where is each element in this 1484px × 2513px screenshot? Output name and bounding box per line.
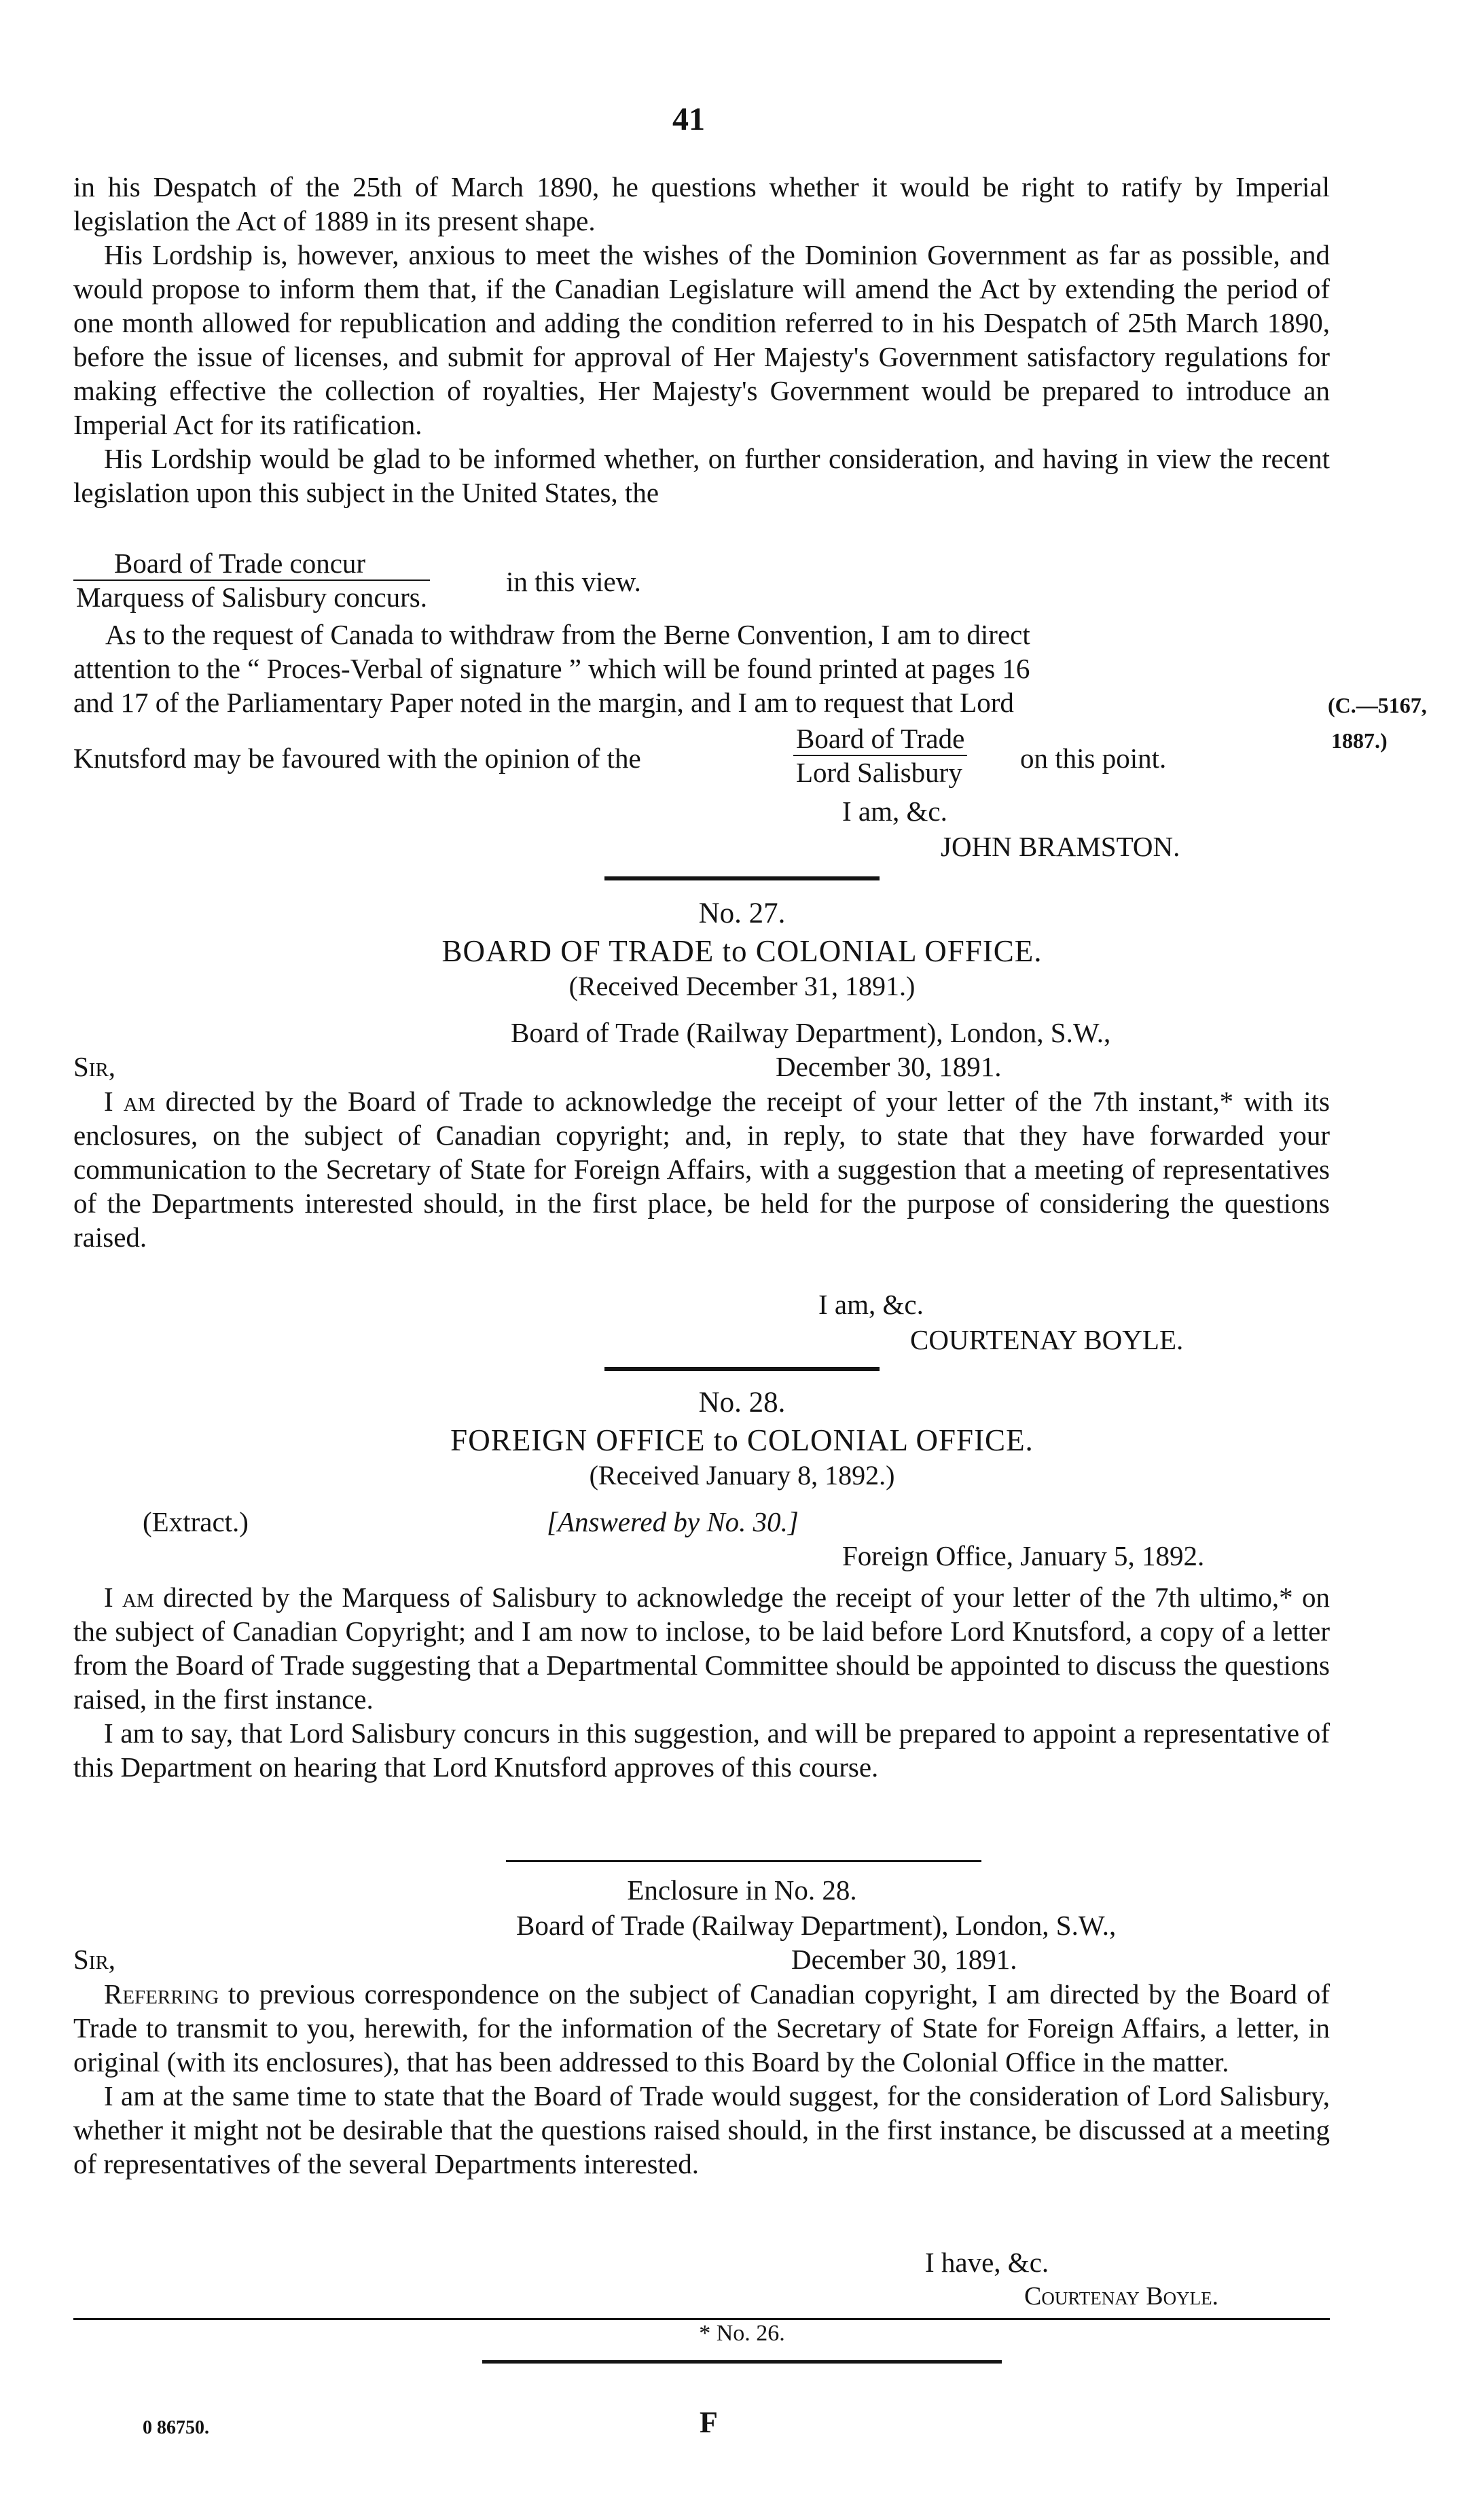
fraction-denominator: Lord Salisbury bbox=[796, 757, 962, 788]
signature: JOHN BRAMSTON. bbox=[941, 831, 1180, 862]
page-number: 41 bbox=[672, 101, 705, 137]
received-date: (Received December 31, 1891.) bbox=[568, 971, 916, 1001]
lead-words: Referring bbox=[104, 1978, 219, 2010]
footnote: * No. 26. bbox=[699, 2321, 785, 2346]
fraction-concur bbox=[73, 547, 430, 613]
paragraph: directed by the Marquess of Salisbury to acknowledge the receipt of your letter of the 7th ultimo,* on the subject of Canadian Copyright; and I am now to inclose, to be laid before Lord Knutsford, a copy of a letter from the Board of Trade suggesting that a Departmental Committee should be appointed to discuss the questions raised, in the first instance. bbox=[73, 1582, 1330, 1715]
paragraph-line: As to the request of Canada to withdraw from the Berne Convention, I am to direct bbox=[105, 619, 1030, 650]
section-divider bbox=[506, 1860, 981, 1862]
paragraph-line: and 17 of the Parliamentary Paper noted in the margin, and I am to request that Lord bbox=[73, 687, 1014, 718]
document-title: BOARD OF TRADE to COLONIAL OFFICE. bbox=[441, 934, 1043, 968]
sender-address: Board of Trade (Railway Department), London, S.W., bbox=[511, 1017, 1111, 1048]
lead-words: I am bbox=[104, 1582, 154, 1613]
paragraph: in his Despatch of the 25th of March 1890, he questions whether it would be right to ratify by Imperial legislation the Act of 1889 in its present shape. bbox=[73, 171, 1330, 236]
signature-mark: F bbox=[700, 2406, 718, 2439]
answered-reference: [Answered by No. 30.] bbox=[547, 1506, 799, 1537]
signature: Courtenay Boyle. bbox=[1024, 2282, 1219, 2311]
signature: COURTENAY BOYLE. bbox=[910, 1324, 1184, 1355]
salutation: Sir, bbox=[73, 1944, 116, 1975]
sender-address: Board of Trade (Railway Department), London, S.W., bbox=[516, 1910, 1117, 1941]
fraction-opinion bbox=[793, 722, 967, 789]
paragraph: I am to say, that Lord Salisbury concurs in this suggestion, and will be prepared to appoint a representative of this Department on hearing that Lord Knutsford approves of this course. bbox=[73, 1717, 1330, 1783]
letter-date: December 30, 1891. bbox=[791, 1944, 1017, 1975]
footnote-rule bbox=[73, 2318, 1330, 2320]
document-title: FOREIGN OFFICE to COLONIAL OFFICE. bbox=[450, 1423, 1034, 1457]
fraction-denominator: Marquess of Salisbury concurs. bbox=[76, 582, 427, 613]
closing: I am, &c. bbox=[818, 1289, 924, 1320]
fraction-trailing-text: in this view. bbox=[506, 566, 641, 597]
document-number: No. 28. bbox=[698, 1387, 786, 1419]
fraction-numerator: Board of Trade concur bbox=[73, 547, 430, 581]
paragraph: to previous correspondence on the subject of Canadian copyright, I am directed by the Board of Trade to transmit to you, herewith, for the information of the Secretary of State for Foreign Affairs, a letter, in original (with its enclosures), that has been addressed to this Board by the Colonial Office in the matter. bbox=[73, 1978, 1331, 2078]
letter-continuation bbox=[73, 170, 1330, 510]
section-divider bbox=[604, 1367, 880, 1371]
salutation: Sir, bbox=[73, 1051, 116, 1082]
received-date: (Received January 8, 1892.) bbox=[589, 1460, 895, 1491]
margin-note: 1887.) bbox=[1331, 728, 1388, 753]
lead-words: I am bbox=[104, 1086, 156, 1117]
paragraph: I am at the same time to state that the Board of Trade would suggest, for the consideration of Lord Salisbury, whether it might not be desirable that the questions raised should, in the first instance, be discussed at a meeting of representatives of the several Departments interested. bbox=[73, 2080, 1330, 2179]
extract-label: (Extract.) bbox=[143, 1506, 249, 1537]
letter-body bbox=[73, 1977, 1330, 2181]
letter-body bbox=[73, 1580, 1330, 1784]
letter-date: December 30, 1891. bbox=[776, 1051, 1002, 1082]
letter-body bbox=[73, 1084, 1330, 1254]
print-code: 0 86750. bbox=[143, 2417, 209, 2438]
enclosure-heading: Enclosure in No. 28. bbox=[627, 1874, 857, 1906]
paragraph-line: attention to the “ Proces-Verbal of signature ” which will be found printed at pages 16 bbox=[73, 653, 1030, 684]
margin-note: (C.—5167, bbox=[1328, 693, 1427, 717]
fraction-trailing-text: on this point. bbox=[1020, 743, 1167, 774]
footer-rule bbox=[482, 2360, 1002, 2364]
dateline: Foreign Office, January 5, 1892. bbox=[842, 1540, 1205, 1571]
closing: I am, &c. bbox=[842, 796, 947, 827]
section-divider bbox=[604, 876, 880, 880]
paragraph: His Lordship is, however, anxious to meet the wishes of the Dominion Government as far as possible, and would propose to inform them that, if the Canadian Legislature will amend the Act by extending the period of one month allowed for republication and adding the condition referred to in his Despatch of 25th March 1890, before the issue of licenses, and submit for approval of Her Majesty's Government satisfactory regulations for making effective the collection of royalties, Her Majesty's Government would be prepared to introduce an Imperial Act for its ratification. bbox=[73, 239, 1330, 440]
paragraph: His Lordship would be glad to be informed whether, on further consideration, and having in view the recent legislation upon this subject in the United States, the bbox=[73, 443, 1330, 508]
paragraph-line: Knutsford may be favoured with the opinion of the bbox=[73, 743, 641, 774]
fraction-numerator: Board of Trade bbox=[793, 722, 967, 756]
paragraph: directed by the Board of Trade to acknowledge the receipt of your letter of the 7th instant,* with its enclosures, on the subject of Canadian copyright; and, in reply, to state that they have forwarded your communication to the Secretary of State for Foreign Affairs, with a suggestion that a meeting of representatives of the Departments interested should, in the first place, be held for the purpose of considering the questions raised. bbox=[73, 1086, 1330, 1253]
closing: I have, &c. bbox=[925, 2247, 1049, 2278]
document-number: No. 27. bbox=[698, 897, 786, 929]
